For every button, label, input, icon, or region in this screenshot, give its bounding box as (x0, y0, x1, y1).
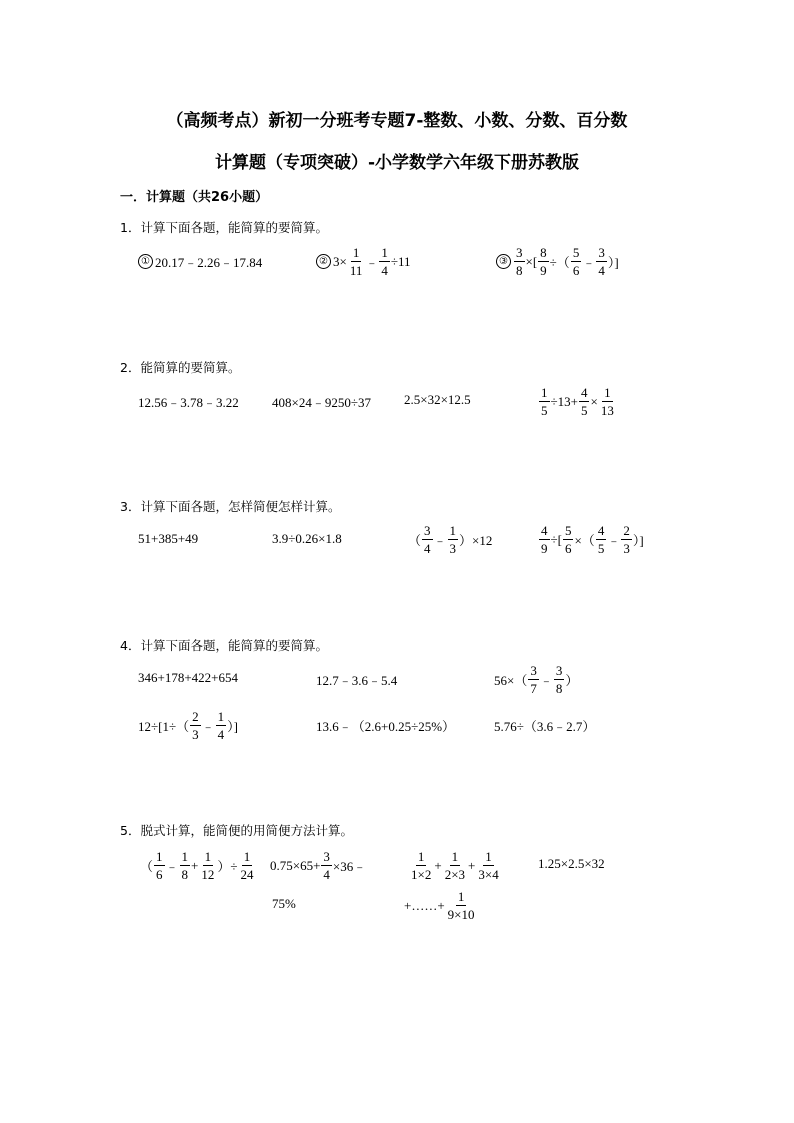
expr-text: 12.56﹣3.78﹣3.22 (138, 395, 239, 410)
expr-text: ）] (607, 255, 619, 270)
expr-text: ÷（ (549, 255, 570, 270)
fraction: $\frac{1}{1\times 2}$ (411, 849, 432, 882)
section-heading: 一．计算题（共26小题） (120, 190, 269, 205)
expr-text: 2.5×32×12.5 (404, 392, 471, 407)
expr-text: ）×12 (459, 533, 493, 548)
expr-text: ﹣ (607, 533, 621, 548)
fraction: $\frac{1}{4}$ (217, 709, 225, 742)
expr-text: 56×（ (494, 673, 528, 688)
fraction: $\frac{1}{3}$ (449, 523, 457, 556)
q3-expr-3 (408, 524, 492, 555)
expr-text: 75% (272, 896, 296, 911)
q4-expr-3 (494, 664, 578, 695)
expr-text: ）] (227, 719, 238, 734)
expr-text: ）÷ (217, 859, 238, 874)
expr-text: +……+ (404, 897, 445, 913)
expr-text: × (590, 393, 598, 409)
fraction: $\frac{4}{5}$ (580, 385, 588, 418)
q4-expr-4 (138, 710, 238, 741)
expr-text: 20.17﹣2.26﹣17.84 (155, 255, 263, 270)
expr-text: （ (408, 533, 422, 548)
expr-text: ﹣ (165, 859, 179, 874)
expr-text: ﹣ (365, 255, 379, 270)
fraction: $\frac{3}{4}$ (323, 849, 330, 882)
expr-text: ÷[ (550, 531, 562, 547)
expr-text: ） (565, 673, 579, 688)
fraction: $\frac{3}{8}$ (555, 663, 563, 696)
question-3-prompt: 3．计算下面各题，怎样简便怎样计算。 (120, 499, 341, 514)
fraction: $\frac{2}{3}$ (192, 709, 199, 742)
fraction: $\frac{1}{4}$ (381, 245, 388, 278)
expr-text: ﹣ (539, 673, 553, 688)
fraction: $\frac{1}{8}$ (181, 849, 189, 882)
fraction: $\frac{1}{11}$ (349, 245, 363, 278)
expr-text: 0.75×65+ (270, 857, 321, 873)
expr-text: 12.7﹣3.6﹣5.4 (316, 673, 398, 688)
circled-number-2: ② (316, 254, 331, 269)
expr-text: ÷11 (390, 253, 411, 269)
circled-number-3: ③ (496, 254, 511, 269)
q1-expr-2 (316, 246, 411, 277)
expr-text: + (191, 857, 199, 873)
expr-text: ×36﹣ (332, 859, 367, 874)
fraction: $\frac{1}{5}$ (541, 385, 548, 418)
q2-expr-2 (272, 392, 371, 411)
question-4-prompt: 4．计算下面各题，能简算的要简算。 (120, 638, 328, 653)
fraction: $\frac{5}{6}$ (564, 523, 572, 556)
q4-expr-2 (316, 670, 397, 689)
fraction: $\frac{1}{12}$ (201, 849, 215, 882)
expr-text: 5.76÷（3.6﹣2.7） (494, 719, 596, 734)
expr-text: ﹣ (201, 719, 215, 734)
fraction: $\frac{3}{7}$ (530, 663, 537, 696)
fraction: $\frac{1}{24}$ (240, 849, 254, 882)
fraction: $\frac{4}{5}$ (597, 523, 605, 556)
q5-expr-4 (538, 856, 605, 872)
q5-expr-3 (408, 850, 502, 881)
fraction: $\frac{2}{3}$ (623, 523, 630, 556)
expr-text: 1.25×2.5×32 (538, 856, 605, 871)
question-2-prompt: 2．能简算的要简算。 (120, 360, 241, 375)
expr-text: 13.6﹣（2.6+0.25÷25%） (316, 719, 456, 734)
expr-text: 12÷[1÷（ (138, 719, 190, 734)
q3-expr-4 (538, 524, 644, 555)
q4-expr-6 (494, 716, 595, 735)
fraction: $\frac{3}{4}$ (598, 245, 605, 278)
fraction: $\frac{3}{8}$ (516, 245, 523, 278)
expr-text: 408×24﹣9250÷37 (272, 395, 371, 410)
expr-text: 3.9÷0.26×1.8 (272, 531, 342, 546)
page-title-line2: 计算题（专项突破）-小学数学六年级下册苏教版 (214, 153, 580, 173)
q2-expr-3 (404, 392, 471, 408)
q1-expr-1 (138, 252, 262, 271)
fraction: $\frac{1}{6}$ (156, 849, 163, 882)
page-title-line1: （高频考点）新初一分班考专题7-整数、小数、分数、百分数 (166, 111, 628, 131)
q5-expr-1 (140, 850, 257, 881)
q3-expr-2 (272, 531, 342, 547)
expr-text: ×[ (525, 253, 538, 269)
fraction: $\frac{4}{9}$ (541, 523, 548, 556)
q2-expr-4 (538, 386, 617, 417)
q5-expr-3-continued (404, 890, 478, 921)
expr-text: + (434, 857, 442, 873)
q3-expr-1 (138, 531, 198, 547)
q5-expr-2-continued (272, 896, 296, 912)
question-1-prompt: 1．计算下面各题，能简算的要简算。 (120, 220, 328, 235)
expr-text: ）] (632, 533, 644, 548)
fraction: $\frac{5}{6}$ (572, 245, 580, 278)
question-5-prompt: 5．脱式计算，能简便的用简便方法计算。 (120, 823, 353, 838)
expr-text: + (468, 857, 476, 873)
expr-text: ×（ (574, 533, 595, 548)
expr-text: ﹣ (582, 255, 596, 270)
fraction: $\frac{1}{13}$ (600, 385, 614, 418)
circled-number-1: ① (138, 254, 153, 269)
expr-text: 51+385+49 (138, 531, 199, 546)
fraction: $\frac{8}{9}$ (540, 245, 547, 278)
expr-text: ÷13+ (550, 393, 578, 409)
fraction: $\frac{1}{3\times 4}$ (478, 849, 499, 882)
q1-expr-3 (496, 246, 619, 277)
expr-text: （ (140, 859, 154, 874)
fraction: $\frac{1}{9\times 10}$ (447, 889, 475, 922)
expr-text: 3× (333, 253, 347, 269)
fraction: $\frac{1}{2\times 3}$ (444, 849, 466, 882)
q2-expr-1 (138, 392, 239, 411)
q4-expr-1 (138, 670, 238, 686)
q5-expr-2 (270, 850, 366, 881)
q4-expr-5 (316, 716, 455, 735)
expr-text: 346+178+422+654 (138, 670, 238, 685)
expr-text: ﹣ (433, 533, 447, 548)
fraction: $\frac{3}{4}$ (424, 523, 431, 556)
